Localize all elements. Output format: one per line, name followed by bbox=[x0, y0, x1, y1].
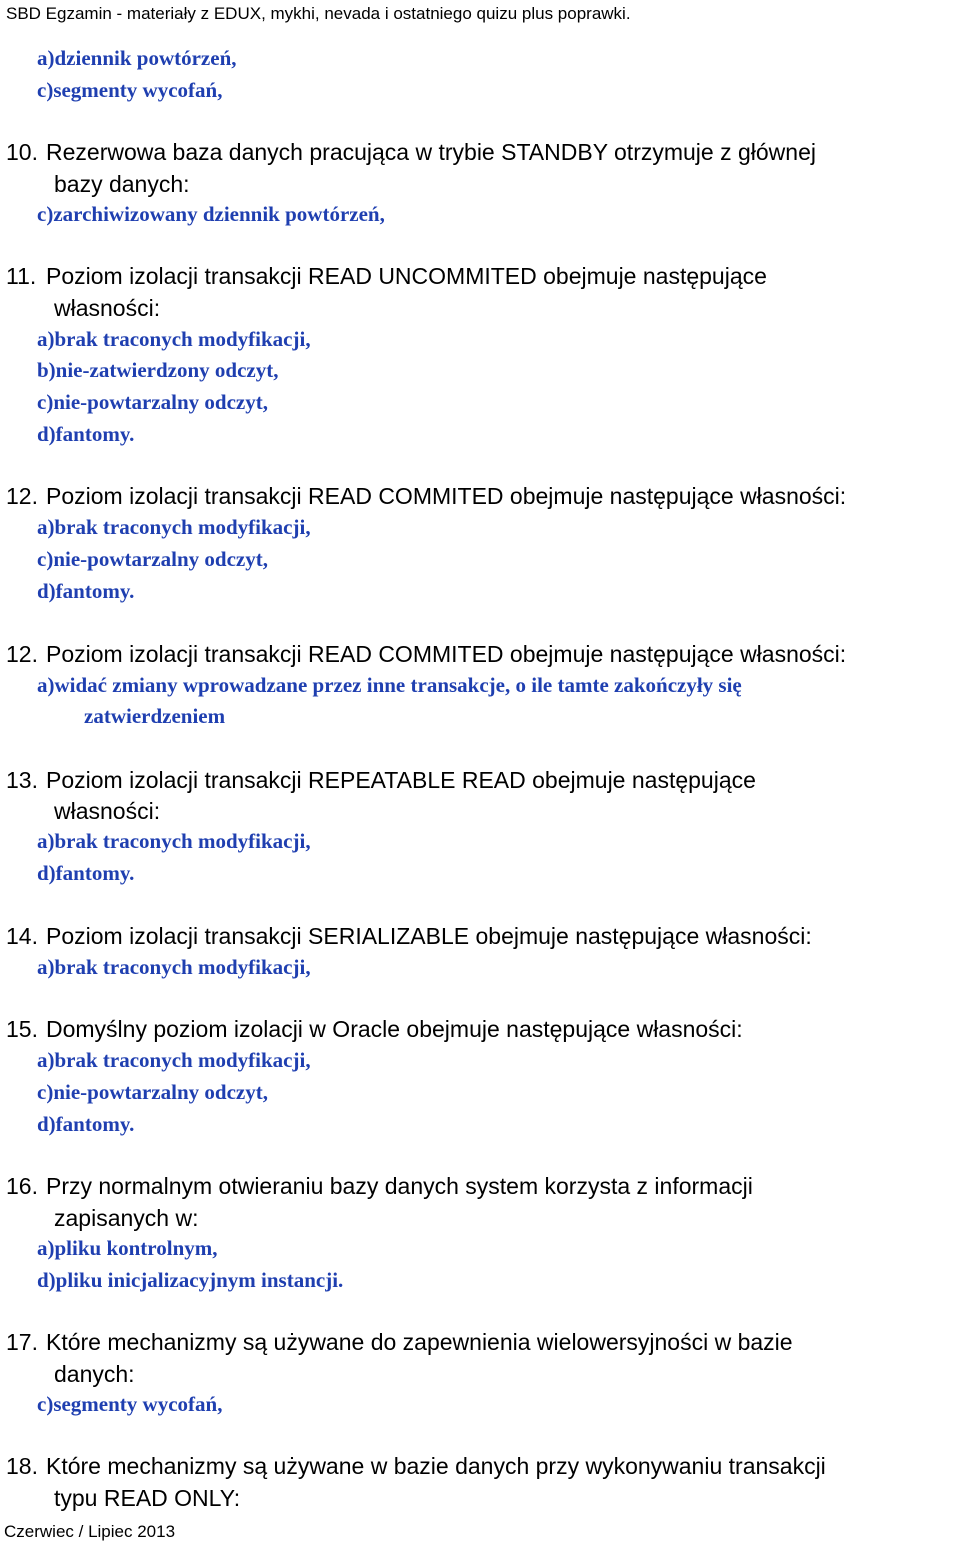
answer-option: d)fantomy. bbox=[37, 861, 135, 885]
question-number: 14. bbox=[6, 923, 38, 949]
answer-option: a)brak traconych modyfikacji, bbox=[37, 327, 311, 351]
answer-option: c)segmenty wycofań, bbox=[37, 1392, 223, 1416]
question-text-continued: typu READ ONLY: bbox=[54, 1485, 241, 1511]
answer-option: c)nie-powtarzalny odczyt, bbox=[37, 390, 268, 414]
answer-option: a)widać zmiany wprowadzane przez inne transakcje, o ile tamte zakończyły się bbox=[37, 673, 742, 697]
answer-option: b)nie-zatwierdzony odczyt, bbox=[37, 358, 279, 382]
question-text: Przy normalnym otwieraniu bazy danych system korzysta z informacji bbox=[46, 1173, 753, 1199]
question-text-continued: bazy danych: bbox=[54, 171, 190, 197]
question-text-continued: własności: bbox=[54, 295, 161, 321]
answer-option: a)dziennik powtórzeń, bbox=[37, 46, 237, 70]
question-text-continued: danych: bbox=[54, 1361, 135, 1387]
answer-option: a)brak traconych modyfikacji, bbox=[37, 829, 311, 853]
answer-option: a)brak traconych modyfikacji, bbox=[37, 515, 311, 539]
answer-option: c)segmenty wycofań, bbox=[37, 78, 223, 102]
question-number: 13. bbox=[6, 767, 38, 793]
question-number: 12. bbox=[6, 641, 38, 667]
question-number: 11. bbox=[6, 263, 37, 289]
page-header: SBD Egzamin - materiały z EDUX, mykhi, nevada i ostatniego quizu plus poprawki. bbox=[6, 4, 631, 23]
question-number: 17. bbox=[6, 1329, 38, 1355]
question-number: 16. bbox=[6, 1173, 38, 1199]
page-footer: Czerwiec / Lipiec 2013 bbox=[4, 1522, 176, 1541]
question-text: Poziom izolacji transakcji SERIALIZABLE obejmuje następujące własności: bbox=[46, 923, 812, 949]
answer-option: a)brak traconych modyfikacji, bbox=[37, 1048, 311, 1072]
question-text: Poziom izolacji transakcji REPEATABLE READ obejmuje następujące bbox=[46, 767, 756, 793]
answer-option-continued: zatwierdzeniem bbox=[84, 704, 226, 728]
question-text: Które mechanizmy są używane w bazie danych przy wykonywaniu transakcji bbox=[46, 1453, 826, 1479]
answer-option: d)fantomy. bbox=[37, 422, 135, 446]
question-number: 10. bbox=[6, 139, 38, 165]
question-text-continued: własności: bbox=[54, 798, 161, 824]
answer-option: c)nie-powtarzalny odczyt, bbox=[37, 547, 268, 571]
answer-option: d)fantomy. bbox=[37, 1112, 135, 1136]
question-text: Poziom izolacji transakcji READ UNCOMMITED obejmuje następujące bbox=[46, 263, 767, 289]
question-text: Poziom izolacji transakcji READ COMMITED obejmuje następujące własności: bbox=[46, 641, 847, 667]
answer-option: d)pliku inicjalizacyjnym instancji. bbox=[37, 1268, 344, 1292]
question-text: Które mechanizmy są używane do zapewnienia wielowersyjności w bazie bbox=[46, 1329, 793, 1355]
answer-option: a)pliku kontrolnym, bbox=[37, 1236, 218, 1260]
answer-option: c)zarchiwizowany dziennik powtórzeń, bbox=[37, 202, 385, 226]
answer-option: d)fantomy. bbox=[37, 579, 135, 603]
question-text: Poziom izolacji transakcji READ COMMITED obejmuje następujące własności: bbox=[46, 483, 847, 509]
question-text-continued: zapisanych w: bbox=[54, 1205, 199, 1231]
answer-option: a)brak traconych modyfikacji, bbox=[37, 955, 311, 979]
question-number: 15. bbox=[6, 1016, 38, 1042]
question-text: Rezerwowa baza danych pracująca w trybie STANDBY otrzymuje z głównej bbox=[46, 139, 816, 165]
question-text: Domyślny poziom izolacji w Oracle obejmuje następujące własności: bbox=[46, 1016, 743, 1042]
answer-option: c)nie-powtarzalny odczyt, bbox=[37, 1080, 268, 1104]
question-number: 18. bbox=[6, 1453, 38, 1479]
question-number: 12. bbox=[6, 483, 38, 509]
